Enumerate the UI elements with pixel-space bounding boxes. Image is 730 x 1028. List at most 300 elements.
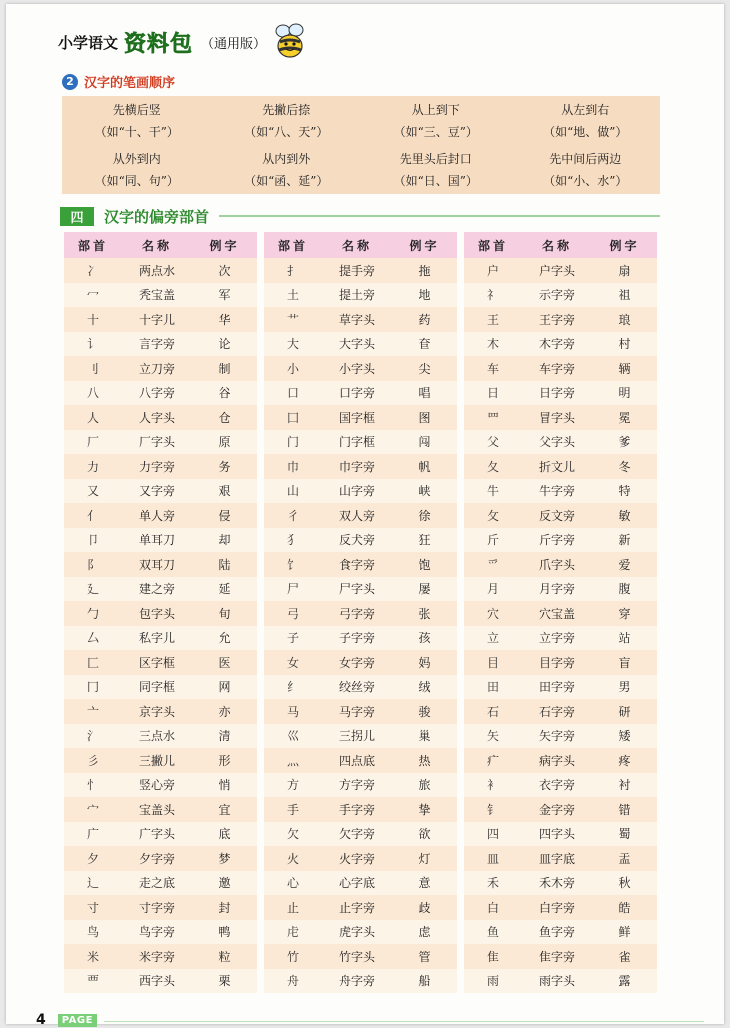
table-row <box>64 307 257 332</box>
table-row <box>464 577 657 602</box>
radical-name: 包字头 <box>138 606 175 621</box>
table-row <box>64 381 257 406</box>
radical-example: 冕 <box>618 410 631 425</box>
radical-name: 尸字头 <box>338 582 375 597</box>
radical-name: 冒字头 <box>538 410 575 425</box>
table-row <box>64 822 257 847</box>
table-row <box>64 258 257 283</box>
table-row <box>64 895 257 920</box>
radical-glyph: 宀 <box>86 802 99 817</box>
radical-example: 挚 <box>418 802 431 817</box>
radical-example: 形 <box>218 753 231 768</box>
radical-name: 弓字旁 <box>338 606 375 621</box>
radical-name: 又字旁 <box>138 484 175 499</box>
radical-glyph: 八 <box>86 386 99 401</box>
radical-example: 矮 <box>618 729 631 744</box>
radical-example: 底 <box>218 827 231 842</box>
radical-name: 月字旁 <box>538 582 575 597</box>
radical-example: 琅 <box>618 312 631 327</box>
table-header-row <box>264 232 457 258</box>
radical-glyph: 小 <box>286 361 299 376</box>
radical-name: 宝盖头 <box>138 802 175 817</box>
radical-name: 竹字头 <box>338 949 375 964</box>
radical-glyph: 巛 <box>286 729 299 744</box>
radical-name: 绞丝旁 <box>338 680 375 695</box>
table-row <box>464 258 657 283</box>
radical-example: 饱 <box>418 557 431 572</box>
table-row <box>64 773 257 798</box>
radical-glyph: 犭 <box>286 533 299 548</box>
table-row <box>64 920 257 945</box>
radical-example: 村 <box>618 337 631 352</box>
table-row <box>464 430 657 455</box>
radical-example: 灯 <box>418 851 431 866</box>
radical-name: 四点底 <box>338 753 375 768</box>
radical-example: 辆 <box>618 361 631 376</box>
radical-example: 闯 <box>418 435 431 450</box>
radical-example: 艰 <box>218 484 231 499</box>
table-row <box>264 724 457 749</box>
table-row <box>264 969 457 994</box>
radical-name: 火字旁 <box>338 851 375 866</box>
stroke-rule-name: 从左到右 <box>561 102 610 117</box>
radical-glyph: 心 <box>286 876 299 891</box>
radical-name: 提土旁 <box>338 288 375 303</box>
radical-example: 军 <box>218 288 231 303</box>
radical-glyph: 爫 <box>486 557 499 572</box>
radical-name: 四字头 <box>538 827 575 842</box>
radical-glyph: 厶 <box>86 631 99 646</box>
radical-name: 示字旁 <box>538 288 575 303</box>
radical-name: 三点水 <box>138 729 175 744</box>
radical-glyph: 矢 <box>486 729 499 744</box>
table-row <box>464 332 657 357</box>
radical-glyph: 止 <box>286 900 299 915</box>
radical-example: 疼 <box>618 753 631 768</box>
radical-example: 骏 <box>418 704 431 719</box>
radical-name: 十字儿 <box>138 312 175 327</box>
radical-glyph: 攵 <box>486 508 499 523</box>
radical-glyph: 四 <box>486 827 499 842</box>
radical-name: 手字旁 <box>338 802 375 817</box>
radical-glyph: 覀 <box>86 974 99 989</box>
radical-glyph: 门 <box>286 435 299 450</box>
radical-name: 三撇儿 <box>138 753 175 768</box>
radical-name: 米字旁 <box>138 949 175 964</box>
radical-example: 网 <box>218 680 231 695</box>
radical-example: 巢 <box>418 729 431 744</box>
radical-name: 穴宝盖 <box>538 606 575 621</box>
table-row <box>464 503 657 528</box>
radical-name: 牛字旁 <box>538 484 575 499</box>
radical-example: 清 <box>218 729 231 744</box>
radical-glyph: 罒 <box>486 410 499 425</box>
radical-name: 王字旁 <box>538 312 575 327</box>
stroke-rule-example: （如“地、做”） <box>543 124 628 139</box>
radical-glyph: 纟 <box>286 680 299 695</box>
radical-name: 小字头 <box>338 361 375 376</box>
radical-name: 提手旁 <box>338 263 375 278</box>
radical-example: 明 <box>618 386 631 401</box>
table-row <box>264 552 457 577</box>
table-row <box>264 822 457 847</box>
table-row <box>64 871 257 896</box>
radical-example: 爱 <box>618 557 631 572</box>
radical-example: 研 <box>618 704 631 719</box>
radical-glyph: 月 <box>486 582 499 597</box>
radical-glyph: 土 <box>286 288 299 303</box>
stroke-rule <box>361 96 511 145</box>
radical-name: 鱼字旁 <box>538 925 575 940</box>
radical-name: 大字头 <box>338 337 375 352</box>
column-header: 例字 <box>609 238 640 253</box>
table-row <box>264 258 457 283</box>
radical-name: 子字旁 <box>338 631 375 646</box>
column-header: 例字 <box>409 238 440 253</box>
table-row <box>64 601 257 626</box>
radical-example: 扇 <box>618 263 631 278</box>
radical-example: 务 <box>218 459 231 474</box>
radical-glyph: 灬 <box>286 753 299 768</box>
radical-glyph: 弓 <box>286 606 299 621</box>
radical-glyph: 穴 <box>486 606 499 621</box>
radical-name: 门字框 <box>338 435 375 450</box>
table-row <box>64 332 257 357</box>
stroke-rule-example: （如“十、干”） <box>94 124 179 139</box>
radical-name: 竖心旁 <box>138 778 175 793</box>
radical-example: 陆 <box>218 557 231 572</box>
stroke-rule <box>361 145 511 194</box>
radical-name: 金字旁 <box>538 802 575 817</box>
radical-glyph: 木 <box>486 337 499 352</box>
stroke-rule-example: （如“小、水”） <box>543 173 628 188</box>
radical-name: 单耳刀 <box>138 533 175 548</box>
radical-example: 欲 <box>418 827 431 842</box>
radical-example: 邀 <box>218 876 231 891</box>
radical-glyph: 禾 <box>486 876 499 891</box>
table-row <box>64 797 257 822</box>
stroke-rule <box>212 145 362 194</box>
table-row <box>264 381 457 406</box>
table-row <box>64 724 257 749</box>
radical-glyph: 亠 <box>86 704 99 719</box>
radical-glyph: 女 <box>286 655 299 670</box>
radical-glyph: 目 <box>486 655 499 670</box>
radical-glyph: 舟 <box>286 974 299 989</box>
radical-glyph: 艹 <box>286 312 299 327</box>
radical-name: 反文旁 <box>538 508 575 523</box>
table-row <box>64 748 257 773</box>
radical-glyph: 衤 <box>486 778 499 793</box>
column-header: 名称 <box>541 238 572 253</box>
table-row <box>464 528 657 553</box>
radical-example: 爹 <box>618 435 631 450</box>
table-row <box>464 626 657 651</box>
radical-glyph: 鸟 <box>86 925 99 940</box>
radical-glyph: 厂 <box>86 435 99 450</box>
radical-glyph: 钅 <box>486 802 499 817</box>
radical-glyph: 虍 <box>286 925 299 940</box>
radical-example: 男 <box>618 680 631 695</box>
stroke-rule-name: 先里头后封口 <box>399 151 472 166</box>
table-row <box>264 479 457 504</box>
stroke-rule <box>511 96 661 145</box>
radical-name: 白字旁 <box>538 900 575 915</box>
radical-name: 言字旁 <box>138 337 175 352</box>
radical-name: 皿字底 <box>538 851 575 866</box>
radical-example: 亦 <box>218 704 231 719</box>
table-row <box>264 944 457 969</box>
stroke-order-box <box>62 96 660 194</box>
radical-name: 广字头 <box>138 827 175 842</box>
radical-glyph: 火 <box>286 851 299 866</box>
radical-example: 盂 <box>618 851 631 866</box>
radical-name: 方字旁 <box>338 778 375 793</box>
radical-name: 心字底 <box>338 876 375 891</box>
radical-glyph: 石 <box>486 704 499 719</box>
radical-example: 次 <box>218 263 231 278</box>
radical-example: 虑 <box>418 925 431 940</box>
radical-example: 鸭 <box>218 925 231 940</box>
table-header-row <box>464 232 657 258</box>
table-row <box>464 724 657 749</box>
radical-example: 管 <box>418 949 431 964</box>
radical-example: 新 <box>618 533 631 548</box>
table-row <box>464 846 657 871</box>
radical-name: 禾木旁 <box>538 876 575 891</box>
stroke-rule-name: 从外到内 <box>112 151 161 166</box>
column-header: 部首 <box>477 238 508 253</box>
stroke-rule-name: 先撇后捺 <box>262 102 311 117</box>
radical-name: 厂字头 <box>138 435 175 450</box>
radical-name: 三拐儿 <box>338 729 375 744</box>
section-tag: 四 <box>60 207 94 226</box>
radical-glyph: 父 <box>486 435 499 450</box>
radical-glyph: 立 <box>486 631 499 646</box>
radical-example: 皓 <box>618 900 631 915</box>
radical-name: 欠字旁 <box>338 827 375 842</box>
radical-name: 西字头 <box>138 974 175 989</box>
radical-example: 封 <box>218 900 231 915</box>
column-header: 名称 <box>141 238 172 253</box>
radical-glyph: 廴 <box>86 582 99 597</box>
table-row <box>64 577 257 602</box>
table-row <box>264 675 457 700</box>
radical-glyph: 亻 <box>86 508 99 523</box>
radical-example: 拖 <box>418 263 431 278</box>
radical-name: 食字旁 <box>338 557 375 572</box>
radical-name: 病字头 <box>538 753 575 768</box>
radical-example: 粒 <box>218 949 231 964</box>
radical-glyph: 大 <box>286 337 299 352</box>
table-row <box>264 356 457 381</box>
radical-example: 制 <box>218 361 231 376</box>
radical-example: 错 <box>618 802 631 817</box>
radical-name: 女字旁 <box>338 655 375 670</box>
radical-glyph: 冖 <box>86 288 99 303</box>
radical-glyph: 扌 <box>286 263 299 278</box>
radical-glyph: 欠 <box>286 827 299 842</box>
radical-name: 隹字旁 <box>538 949 575 964</box>
radical-name: 父字头 <box>538 435 575 450</box>
radical-example: 仓 <box>218 410 231 425</box>
radical-name: 夕字旁 <box>138 851 175 866</box>
radical-glyph: 冂 <box>86 680 99 695</box>
table-row <box>264 871 457 896</box>
table-row <box>264 577 457 602</box>
radical-name: 私字儿 <box>138 631 175 646</box>
radical-example: 祖 <box>618 288 631 303</box>
radical-name: 建之旁 <box>138 582 175 597</box>
table-header-row <box>64 232 257 258</box>
page-footer <box>36 1012 97 1028</box>
radical-example: 狂 <box>418 533 431 548</box>
table-row <box>64 405 257 430</box>
radical-example: 却 <box>218 533 231 548</box>
table-row <box>464 871 657 896</box>
book-header <box>58 22 266 62</box>
table-row <box>264 601 457 626</box>
stroke-order-title: 汉字的笔画顺序 <box>84 76 176 91</box>
radical-glyph: 米 <box>86 949 99 964</box>
radical-example: 论 <box>218 337 231 352</box>
radical-name: 斤字旁 <box>538 533 575 548</box>
radical-glyph: 山 <box>286 484 299 499</box>
book-badge: 资料包 <box>124 31 194 57</box>
radical-name: 舟字旁 <box>338 974 375 989</box>
radical-example: 雀 <box>618 949 631 964</box>
radical-glyph: 彳 <box>286 508 299 523</box>
radical-name: 国字框 <box>338 410 375 425</box>
radical-glyph: 手 <box>286 802 299 817</box>
table-row <box>64 552 257 577</box>
table-row <box>464 552 657 577</box>
radical-glyph: 阝 <box>86 557 99 572</box>
table-row <box>464 895 657 920</box>
table-row <box>64 454 257 479</box>
radical-name: 矢字旁 <box>538 729 575 744</box>
radical-name: 鸟字旁 <box>138 925 175 940</box>
radical-glyph: 隹 <box>486 949 499 964</box>
radical-glyph: 鱼 <box>486 925 499 940</box>
table-row <box>464 773 657 798</box>
radical-glyph: 卩 <box>86 533 99 548</box>
radical-glyph: 讠 <box>86 337 99 352</box>
table-row <box>264 503 457 528</box>
table-row <box>464 969 657 994</box>
radical-example: 秋 <box>618 876 631 891</box>
radical-glyph: 尸 <box>286 582 299 597</box>
radical-example: 图 <box>418 410 431 425</box>
table-row <box>464 920 657 945</box>
radical-glyph: 竹 <box>286 949 299 964</box>
radical-example: 梦 <box>218 851 231 866</box>
stroke-rule-name: 先横后竖 <box>112 102 161 117</box>
radical-example: 唱 <box>418 386 431 401</box>
radicals-heading <box>60 205 660 227</box>
table-row <box>264 283 457 308</box>
radical-example: 热 <box>418 753 431 768</box>
table-row <box>264 405 457 430</box>
radical-example: 延 <box>218 582 231 597</box>
radical-glyph: 氵 <box>86 729 99 744</box>
radical-example: 峡 <box>418 484 431 499</box>
radical-glyph: 夕 <box>86 851 99 866</box>
radical-glyph: 马 <box>286 704 299 719</box>
radical-glyph: 巾 <box>286 459 299 474</box>
radical-glyph: 夂 <box>486 459 499 474</box>
radical-example: 露 <box>618 974 631 989</box>
radical-name: 草字头 <box>338 312 375 327</box>
stroke-rule-example: （如“三、豆”） <box>393 124 478 139</box>
table-row <box>64 430 257 455</box>
radical-example: 妈 <box>418 655 431 670</box>
table-row <box>464 699 657 724</box>
radical-name: 同字框 <box>138 680 175 695</box>
radical-example: 药 <box>418 312 431 327</box>
table-row <box>264 920 457 945</box>
radical-example: 悄 <box>218 778 231 793</box>
radical-name: 反犬旁 <box>338 533 375 548</box>
table-row <box>464 479 657 504</box>
radical-name: 立字旁 <box>538 631 575 646</box>
radical-example: 徐 <box>418 508 431 523</box>
table-row <box>264 332 457 357</box>
stroke-rule-name: 从内到外 <box>262 151 311 166</box>
radical-glyph: 车 <box>486 361 499 376</box>
radical-glyph: 方 <box>286 778 299 793</box>
radical-example: 特 <box>618 484 631 499</box>
radical-glyph: 人 <box>86 410 99 425</box>
radical-example: 敏 <box>618 508 631 523</box>
radical-example: 绒 <box>418 680 431 695</box>
stroke-rule-example: （如“日、国”） <box>393 173 478 188</box>
radical-name: 单人旁 <box>138 508 175 523</box>
radical-example: 奆 <box>418 337 431 352</box>
radical-example: 屡 <box>418 582 431 597</box>
radical-glyph: 牛 <box>486 484 499 499</box>
table-row <box>464 650 657 675</box>
radical-name: 京字头 <box>138 704 175 719</box>
radical-example: 允 <box>218 631 231 646</box>
table-row <box>464 601 657 626</box>
table-row <box>264 797 457 822</box>
radical-glyph: 又 <box>86 484 99 499</box>
radical-name: 户字头 <box>538 263 575 278</box>
radical-example: 宜 <box>218 802 231 817</box>
radical-name: 立刀旁 <box>138 361 175 376</box>
table-row <box>264 626 457 651</box>
stroke-rule <box>212 96 362 145</box>
table-row <box>264 773 457 798</box>
table-row <box>464 797 657 822</box>
radicals-title: 汉字的偏旁部首 <box>104 207 210 226</box>
radical-glyph: 皿 <box>486 851 499 866</box>
table-row <box>64 479 257 504</box>
radical-glyph: 勹 <box>86 606 99 621</box>
table-row <box>264 454 457 479</box>
radical-name: 日字旁 <box>538 386 575 401</box>
stroke-rule <box>511 145 661 194</box>
radical-name: 目字旁 <box>538 655 575 670</box>
table-row <box>464 283 657 308</box>
table-row <box>264 430 457 455</box>
stroke-rule-example: （如“函、延”） <box>244 173 329 188</box>
table-row <box>464 356 657 381</box>
table-row <box>464 405 657 430</box>
table-row <box>464 307 657 332</box>
radical-example: 船 <box>418 974 431 989</box>
